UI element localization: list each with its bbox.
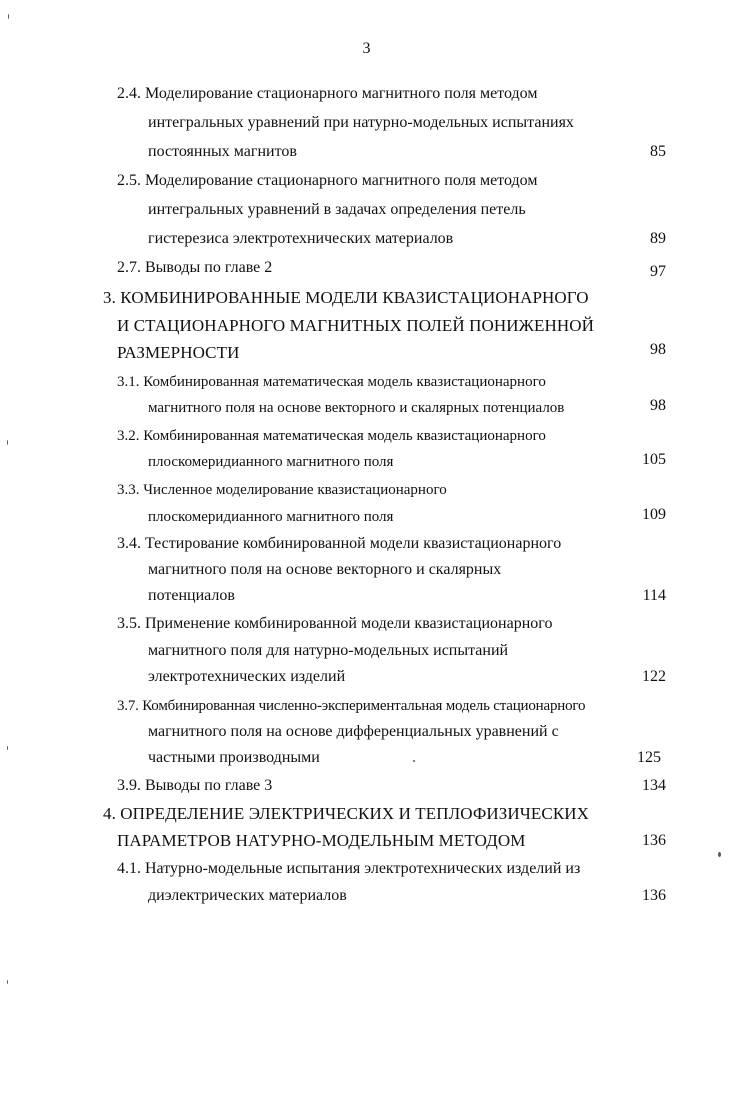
toc-chapter-line: 4. ОПРЕДЕЛЕНИЕ ЭЛЕКТРИЧЕСКИХ И ТЕПЛОФИЗИЧЕСКИХ — [103, 804, 590, 823]
toc-page-number: 105 — [642, 451, 666, 468]
toc-page-number: 98 — [650, 341, 666, 358]
scan-speck — [718, 852, 721, 857]
toc-page-number: 122 — [642, 668, 666, 685]
toc-entry-line: частными производными — [148, 749, 320, 766]
toc-entry-line: 3.9. Выводы по главе 3 — [117, 777, 273, 794]
toc-entry-line: электротехнических изделий — [148, 668, 346, 685]
toc-page-number: 85 — [650, 143, 666, 160]
scan-speck — [413, 760, 415, 762]
toc-page-number: 109 — [642, 506, 666, 523]
toc-entry-line: магнитного поля на основе векторного и скалярных потенциалов — [148, 400, 565, 416]
toc-page-number: 97 — [650, 263, 666, 280]
toc-entry-line: 3.3. Численное моделирование квазистационарного — [117, 482, 447, 498]
toc-entry-line: 2.4. Моделирование стационарного магнитного поля методом — [117, 85, 538, 102]
toc-entry-line: магнитного поля для натурно-модельных испытаний — [148, 642, 509, 659]
toc-entry-line: 3.4. Тестирование комбинированной модели квазистационарного — [117, 535, 562, 552]
toc-entry-line: 3.2. Комбинированная математическая модель квазистационарного — [117, 428, 546, 444]
toc-entry-line: интегральных уравнений при натурно-модельных испытаниях — [148, 114, 574, 131]
scan-speck — [7, 746, 8, 750]
toc-entry-line: 3.1. Комбинированная математическая модель квазистационарного — [117, 374, 546, 390]
toc-page-number: 89 — [650, 230, 666, 247]
toc-chapter-line: РАЗМЕРНОСТИ — [117, 343, 240, 362]
toc-page-number: 125 — [637, 749, 661, 766]
scan-speck — [7, 980, 8, 984]
toc-page-number: 136 — [642, 832, 666, 849]
toc-entry-line: магнитного поля на основе дифференциальных уравнений с — [148, 723, 559, 740]
toc-entry-line: 2.5. Моделирование стационарного магнитного поля методом — [117, 172, 538, 189]
scan-speck — [8, 14, 9, 19]
toc-entry-line: магнитного поля на основе векторного и скалярных — [148, 561, 502, 578]
toc-entry-line: диэлектрических материалов — [148, 887, 347, 904]
toc-entry-line: плоскомеридианного магнитного поля — [148, 509, 394, 525]
toc-entry-line: постоянных магнитов — [148, 143, 297, 160]
toc-chapter-line: ПАРАМЕТРОВ НАТУРНО-МОДЕЛЬНЫМ МЕТОДОМ — [117, 831, 526, 850]
page-number: 3 — [362, 40, 371, 57]
toc-page-number: 134 — [642, 777, 666, 794]
toc-chapter-line: 3. КОМБИНИРОВАННЫЕ МОДЕЛИ КВАЗИСТАЦИОНАРНОГО — [103, 288, 589, 307]
toc-entry-line: 2.7. Выводы по главе 2 — [117, 259, 273, 276]
toc-page-number: 136 — [642, 887, 666, 904]
toc-chapter-line: И СТАЦИОНАРНОГО МАГНИТНЫХ ПОЛЕЙ ПОНИЖЕННОЙ — [117, 316, 594, 335]
toc-entry-line: 4.1. Натурно-модельные испытания электротехнических изделий из — [117, 860, 581, 877]
toc-page-number: 98 — [650, 397, 666, 414]
toc-entry-line: 3.5. Применение комбинированной модели квазистационарного — [117, 615, 553, 632]
toc-entry-line: потенциалов — [148, 587, 235, 604]
toc-page-number: 114 — [642, 587, 666, 604]
toc-entry-line: интегральных уравнений в задачах определения петель — [148, 201, 526, 218]
toc-entry-line: гистерезиса электротехнических материалов — [148, 230, 454, 247]
toc-entry-line: 3.7. Комбинированная численно-экспериментальная модель стационарного — [117, 698, 586, 714]
scan-speck — [7, 440, 8, 445]
toc-entry-line: плоскомеридианного магнитного поля — [148, 454, 394, 470]
